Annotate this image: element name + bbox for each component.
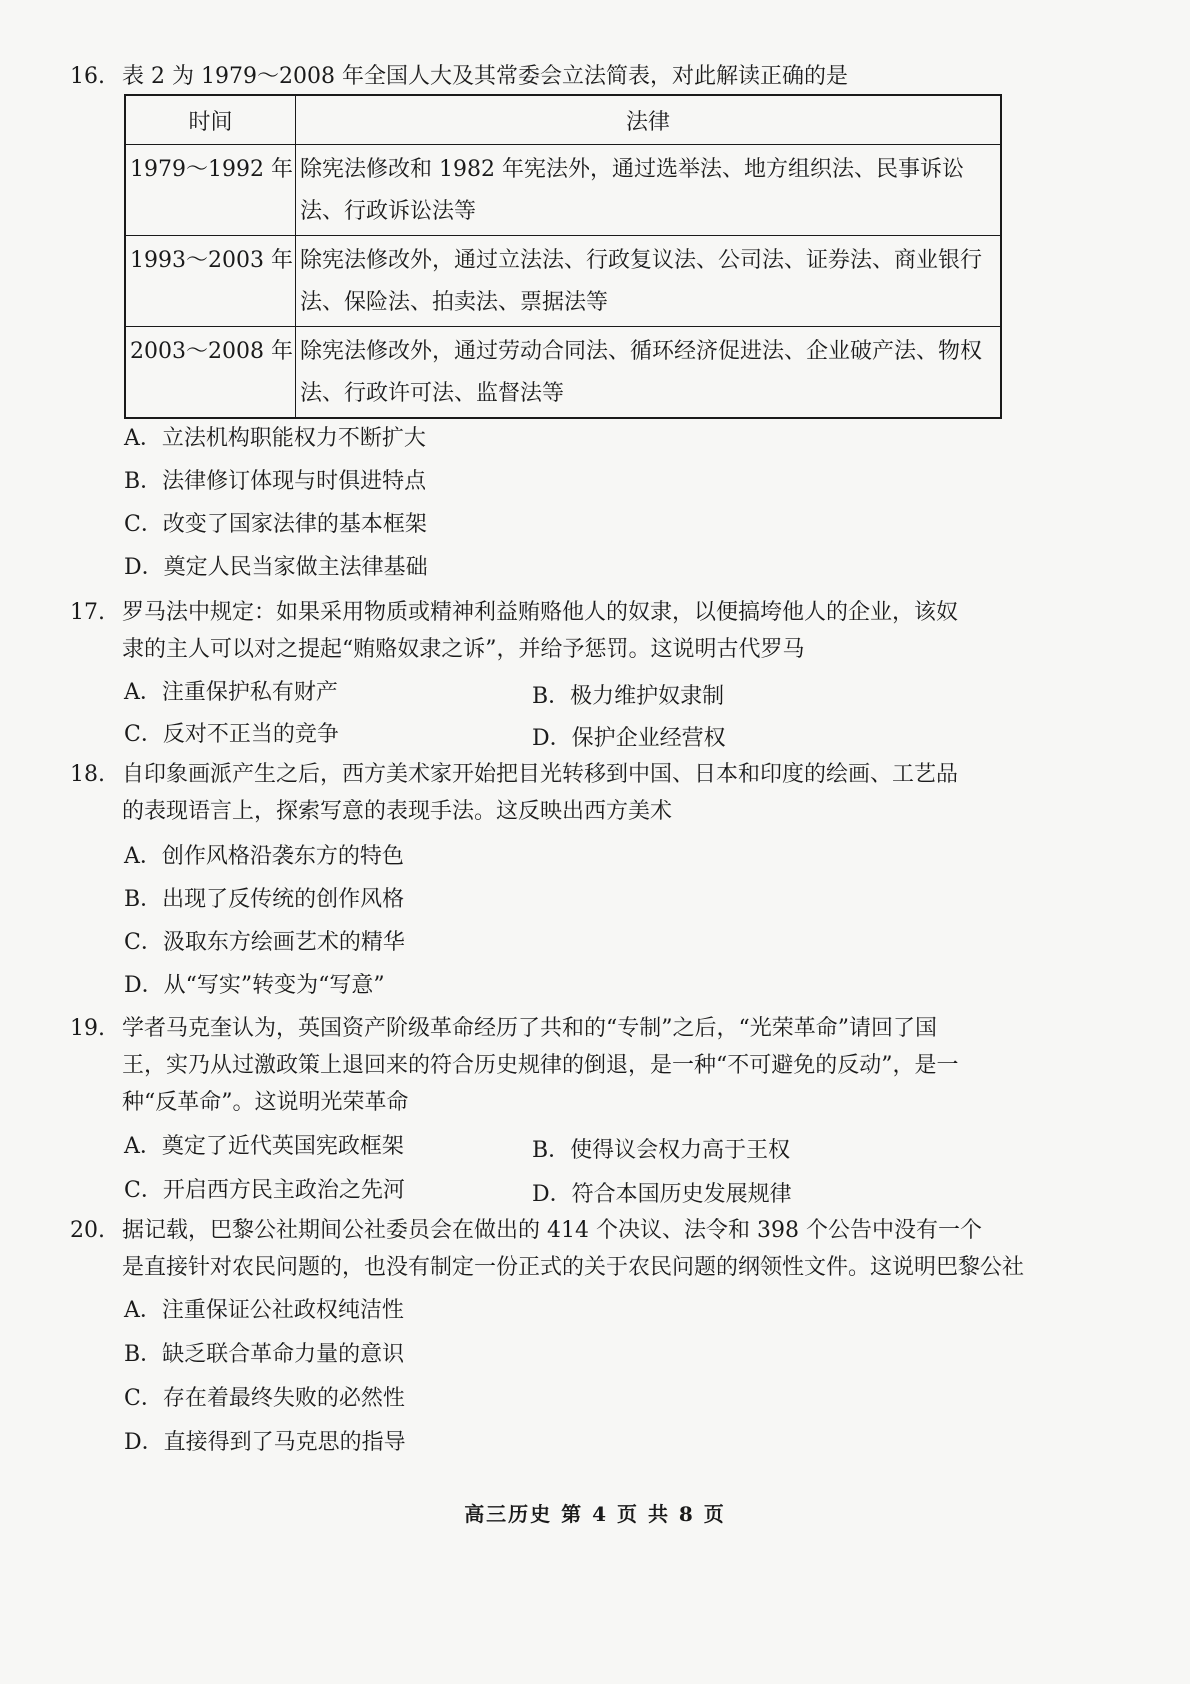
question-stem-line: 种“反革命”。这说明光荣革命 xyxy=(122,1090,409,1115)
option-17d: D．保护企业经营权 xyxy=(532,726,726,751)
table-cell-laws: 除宪法修改外，通过立法法、行政复议法、公司法、证券法、商业银行法、保险法、拍卖法、票据法等 xyxy=(295,236,1001,327)
table-cell-time: 2003～2008 年 xyxy=(125,327,295,419)
option-18b: B．出现了反传统的创作风格 xyxy=(124,887,405,912)
option-19d: D．符合本国历史发展规律 xyxy=(532,1182,792,1207)
question-18 xyxy=(70,756,958,830)
option-18c: C．汲取东方绘画艺术的精华 xyxy=(124,930,405,955)
table-cell-laws: 除宪法修改和 1982 年宪法外，通过选举法、地方组织法、民事诉讼法、行政诉讼法等 xyxy=(295,145,1001,236)
question-stem-line: 隶的主人可以对之提起“贿赂奴隶之诉”，并给予惩罚。这说明古代罗马 xyxy=(122,637,805,662)
option-17b: B．极力维护奴隶制 xyxy=(532,684,725,709)
question-number: 20. xyxy=(70,1218,105,1243)
question-stem-line: 的表现语言上，探索写意的表现手法。这反映出西方美术 xyxy=(122,799,673,824)
option-20b: B．缺乏联合革命力量的意识 xyxy=(124,1342,405,1367)
question-20 xyxy=(70,1212,1024,1286)
option-20a: A．注重保证公社政权纯洁性 xyxy=(124,1298,404,1323)
question-number: 19. xyxy=(70,1016,105,1041)
question-stem-line: 是直接针对农民问题的，也没有制定一份正式的关于农民问题的纲领性文件。这说明巴黎公社 xyxy=(122,1255,1025,1280)
option-16c: C．改变了国家法律的基本框架 xyxy=(124,512,427,537)
question-stem: 表 2 为 1979～2008 年全国人大及其常委会立法简表，对此解读正确的是 xyxy=(122,64,848,89)
question-stem-line: 据记载，巴黎公社期间公社委员会在做出的 414 个决议、法令和 398 个公告中没有一个 xyxy=(122,1218,982,1243)
option-20d: D．直接得到了马克思的指导 xyxy=(124,1430,406,1455)
option-19b: B．使得议会权力高于王权 xyxy=(532,1138,791,1163)
table-row xyxy=(125,145,1001,236)
question-stem-line: 王，实乃从过激政策上退回来的符合历史规律的倒退，是一种“不可避免的反动”，是一 xyxy=(122,1053,959,1078)
question-17 xyxy=(70,594,958,668)
question-19 xyxy=(70,1010,959,1121)
page-footer: 高三历史 第 4 页 共 8 页 xyxy=(464,1502,726,1526)
question-stem-line: 学者马克奎认为，英国资产阶级革命经历了共和的“专制”之后，“光荣革命”请回了国 xyxy=(122,1016,937,1041)
option-20c: C．存在着最终失败的必然性 xyxy=(124,1386,405,1411)
table-cell-time: 1993～2003 年 xyxy=(125,236,295,327)
option-17c: C．反对不正当的竞争 xyxy=(124,722,339,747)
table-cell-time: 1979～1992 年 xyxy=(125,145,295,236)
option-16d: D．奠定人民当家做主法律基础 xyxy=(124,555,428,580)
question-16 xyxy=(70,58,848,95)
option-19c: C．开启西方民主政治之先河 xyxy=(124,1178,405,1203)
table-header-time: 时间 xyxy=(125,95,295,145)
question-stem-line: 自印象画派产生之后，西方美术家开始把目光转移到中国、日本和印度的绘画、工艺品 xyxy=(122,762,959,787)
option-17a: A．注重保护私有财产 xyxy=(124,680,338,705)
option-16b: B．法律修订体现与时俱进特点 xyxy=(124,469,427,494)
legislation-table xyxy=(124,94,1002,419)
question-number: 17. xyxy=(70,600,105,625)
table-row xyxy=(125,327,1001,419)
option-16a: A．立法机构职能权力不断扩大 xyxy=(124,426,426,451)
table-cell-laws: 除宪法修改外，通过劳动合同法、循环经济促进法、企业破产法、物权法、行政许可法、监督法等 xyxy=(295,327,1001,419)
table-row xyxy=(125,236,1001,327)
table-header-laws: 法律 xyxy=(295,95,1001,145)
option-19a: A．奠定了近代英国宪政框架 xyxy=(124,1134,404,1159)
option-18d: D．从“写实”转变为“写意” xyxy=(124,973,385,998)
question-number: 16. xyxy=(70,64,105,89)
option-18a: A．创作风格沿袭东方的特色 xyxy=(124,844,404,869)
question-stem-line: 罗马法中规定：如果采用物质或精神利益贿赂他人的奴隶，以便搞垮他人的企业，该奴 xyxy=(122,600,959,625)
question-number: 18. xyxy=(70,762,105,787)
